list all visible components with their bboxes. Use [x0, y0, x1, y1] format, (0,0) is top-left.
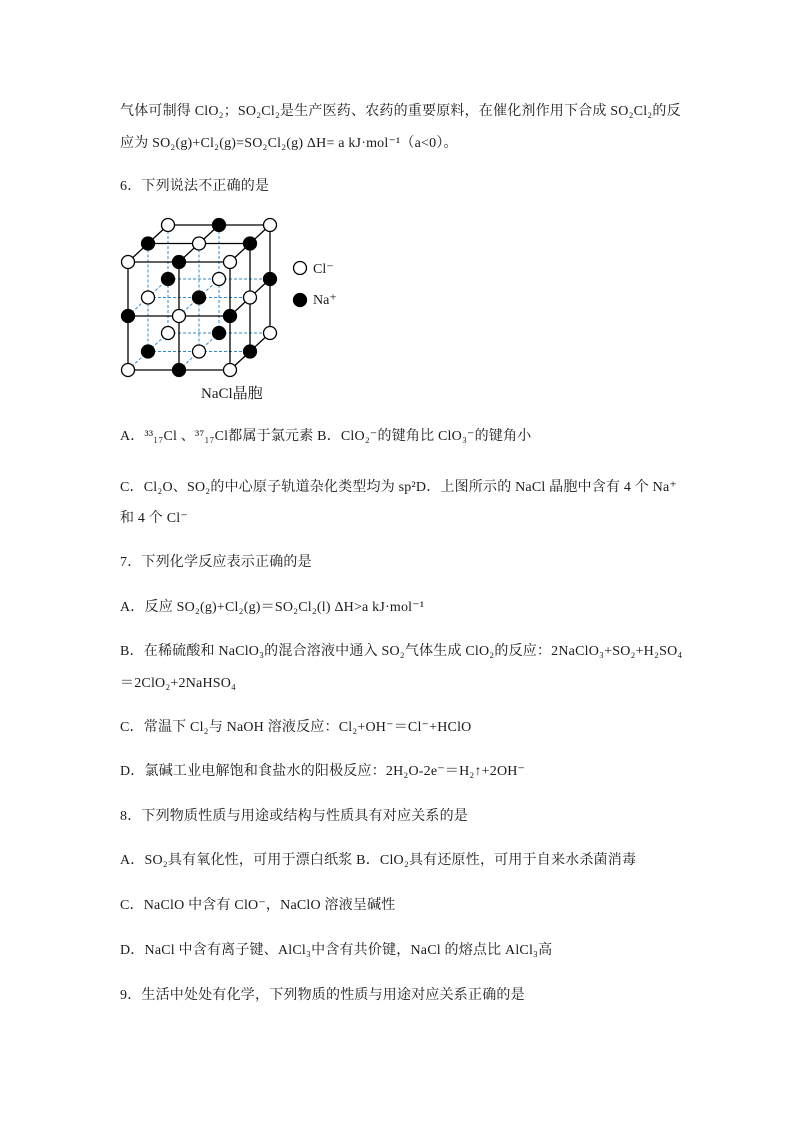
chloride-ion — [264, 327, 277, 340]
sodium-ion — [122, 310, 135, 323]
question-6-option-line: A．³³₁₇Cl 、³⁷₁₇Cl都属于氯元素 B．ClO₂⁻的键角比 ClO₃⁻的键角小 — [120, 429, 532, 444]
sodium-ion — [142, 237, 155, 250]
question-8-option-line: D．NaCl 中含有离子键、AlCl₃中含有共价键，NaCl 的熔点比 AlCl₃高 — [120, 943, 553, 958]
question-6-option-line: C．Cl₂O、SO₂的中心原子轨道杂化类型均为 sp²D．上图所示的 NaCl 晶胞中含有 4 个 Na⁺ — [120, 480, 677, 495]
question-7-option-line: ＝2ClO₂+2NaHSO₄ — [120, 676, 237, 691]
figure-caption: NaCl晶胞 — [201, 386, 263, 402]
chloride-ion — [122, 256, 135, 269]
ion-group — [122, 219, 277, 377]
sodium-ion — [162, 273, 175, 286]
question-7-option-line: D．氯碱工业电解饱和食盐水的阳极反应：2H₂O-2e⁻＝H₂↑+2OH⁻ — [120, 764, 526, 779]
intro-text-line: 气体可制得 ClO₂；SO₂Cl₂是生产医药、农药的重要原料，在催化剂作用下合成 SO₂Cl₂的反 — [120, 104, 681, 119]
chloride-ion — [193, 237, 206, 250]
question-8-option-line: C．NaClO 中含有 ClO⁻，NaClO 溶液呈碱性 — [120, 898, 396, 913]
question-6-stem: 6．下列说法不正确的是 — [120, 179, 270, 194]
legend-label-chloride: Cl⁻ — [313, 262, 334, 277]
question-8-option-line: A．SO₂具有氧化性，可用于漂白纸浆 B．ClO₂具有还原性，可用于自来水杀菌消毒 — [120, 853, 637, 868]
question-8-stem: 8．下列物质性质与用途或结构与性质具有对应关系的是 — [120, 809, 468, 824]
chloride-ion — [193, 345, 206, 358]
sodium-ion — [193, 291, 206, 304]
sodium-ion — [224, 310, 237, 323]
sodium-ion — [244, 345, 257, 358]
question-7-stem: 7．下列化学反应表示正确的是 — [120, 555, 312, 570]
chloride-ion — [213, 273, 226, 286]
sodium-ion — [213, 219, 226, 232]
question-7-option-line: B．在稀硫酸和 NaClO₃的混合溶液中通入 SO₂气体生成 ClO₂的反应：2NaClO₃+SO₂+H₂SO₄ — [120, 644, 683, 659]
chloride-ion — [224, 256, 237, 269]
question-6-option-line: 和 4 个 Cl⁻ — [120, 511, 188, 526]
sodium-ion — [142, 345, 155, 358]
question-7-option-line: A．反应 SO₂(g)+Cl₂(g)＝SO₂Cl₂(l) ΔH>a kJ·mol⁻¹ — [120, 600, 425, 615]
intro-text-line: 应为 SO₂(g)+Cl₂(g)=SO₂Cl₂(g) ΔH= a kJ·mol⁻¹（a<0）。 — [120, 136, 458, 151]
sodium-ion — [244, 237, 257, 250]
sodium-ion — [264, 273, 277, 286]
chloride-ion — [162, 219, 175, 232]
legend-label-sodium: Na⁺ — [313, 293, 337, 308]
chloride-ion — [142, 291, 155, 304]
sodium-ion — [173, 256, 186, 269]
open-circle-icon — [294, 262, 307, 275]
sodium-ion — [173, 364, 186, 377]
chloride-ion — [224, 364, 237, 377]
figure-legend — [294, 262, 337, 309]
question-7-option-line: C．常温下 Cl₂与 NaOH 溶液反应：Cl₂+OH⁻＝Cl⁻+HClO — [120, 720, 472, 735]
chloride-ion — [244, 291, 257, 304]
nacl-unit-cell-figure — [0, 200, 794, 410]
chloride-ion — [264, 219, 277, 232]
chloride-ion — [122, 364, 135, 377]
question-9-stem: 9．生活中处处有化学，下列物质的性质与用途对应关系正确的是 — [120, 988, 525, 1003]
sodium-ion — [213, 327, 226, 340]
chloride-ion — [173, 310, 186, 323]
filled-circle-icon — [294, 294, 307, 307]
chloride-ion — [162, 327, 175, 340]
